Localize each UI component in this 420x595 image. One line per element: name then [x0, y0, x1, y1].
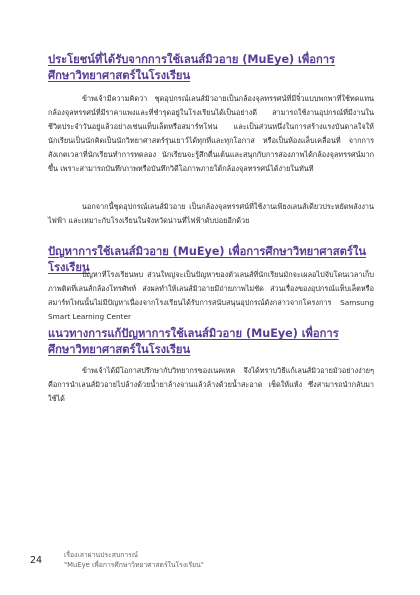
paragraph-benefits-2: นอกจากนี้ชุดอุปกรณ์เลนส์มิวอาย เป็นกล้องจุลทรรศน์ที่ใช้งานเพียงเลนส์เดียวประหยัดพลังงานไฟฟ้า และเหมาะกับโรงเรียนในจังหวัดน่านที่ไฟฟ้าดับบ่อยอีกด้วย — [48, 202, 374, 225]
section-heading-solutions: แนวทางการแก้ปัญหาการใช้เลนส์มิวอาย (MuEye) เพื่อการศึกษาวิทยาศาสตร์ในโรงเรียน — [48, 327, 339, 356]
footer-book-title: "MuEye เพื่อการศึกษาวิทยาศาสตร์ในโรงเรียน" — [64, 561, 204, 569]
paragraph-benefits-1: ข้าพเจ้ามีความคิดว่า ชุดอุปกรณ์เลนส์มิวอายเป็นกล้องจุลทรรศน์ที่มีจิ๋วแบบพกพาที่ใช้ทดแทนกล้องจุลทรรศน์ที่มีราคาแพงและที่ชำรุดอยู่ในโรงเรียนได้เป็นอย่างดี สามารถใช้งานอุปกรณ์ที่มีงานในชีวิตประจำวันอยู่แล้วอย่างเช่นแท็บเล็ตหรือสมาร์ทโฟน และเป็นส่วนหนึ่งในการสร้างแรงบันดาลใจให้นักเรียนเป็นนักคิดเป็นนักวิทยาศาสตร์รุ่นเยาว์ได้ทุกที่และทุกโอกาส หรือเป็นห้องแล็บเคลื่อนที่ จากการสังเกตเวลาที่นักเรียนทำการทดลอง นักเรียนจะรู้สึกตื่นเต้นและสนุกกับการส่องภาพได้กล้องจุลทรรศน์มากขึ้น เพราะสามารถบันทึกภาพหรือบันทึกวิดีโอภาพภายใต้กล้องจุลทรรศน์ได้ง่ายในทันที — [48, 94, 374, 173]
paragraph-solutions-1: ข้าพเจ้าได้มีโอกาสปรึกษากับวิทยากรของเนคเทค จึงได้ทราบวิธีแก้เลนส์มิวอายมัวอย่างง่ายๆ คือการนำเลนส์มิวอายไปล้างด้วยน้ำยาล้างจานแล้วล้างด้วยน้ำสะอาด เช็ดให้แห้ง ซึ่งสามารถนำกลับมาใช้ได้ — [48, 366, 374, 403]
page-number: 24 — [30, 555, 43, 566]
paragraph-problems-1: ปัญหาที่โรงเรียนพบ ส่วนใหญ่จะเป็นปัญหาของตัวเลนส์ที่นักเรียนมักจะเผลอไปจับโดนเวลาเก็บภาพติดที่เลนส์กล้องโทรศัพท์ ส่งผลทำให้เลนส์มิวอายมีถ่ายภาพไม่ชัด ส่วนเรื่องของอุปกรณ์แท็บเล็ตหรือสมาร์ทโฟนนั้นไม่มีปัญหาเนื่องจากโรงเรียนได้รับการสนับสนุนอุปกรณ์ดังกล่าวจากโครงการ Samsung Smart Learning Center — [48, 270, 374, 321]
section-heading-benefits: ประโยชน์ที่ได้รับจากการใช้เลนส์มิวอาย (MuEye) เพื่อการศึกษาวิทยาศาสตร์ในโรงเรียน — [48, 53, 336, 82]
section-heading-problems: ปัญหาการใช้เลนส์มิวอาย (MuEye) เพื่อการศึกษาวิทยาศาสตร์ในโรงเรียน — [48, 245, 367, 274]
footer-series-title: เรื่องเล่าผ่านประสบการณ์ — [64, 551, 139, 559]
